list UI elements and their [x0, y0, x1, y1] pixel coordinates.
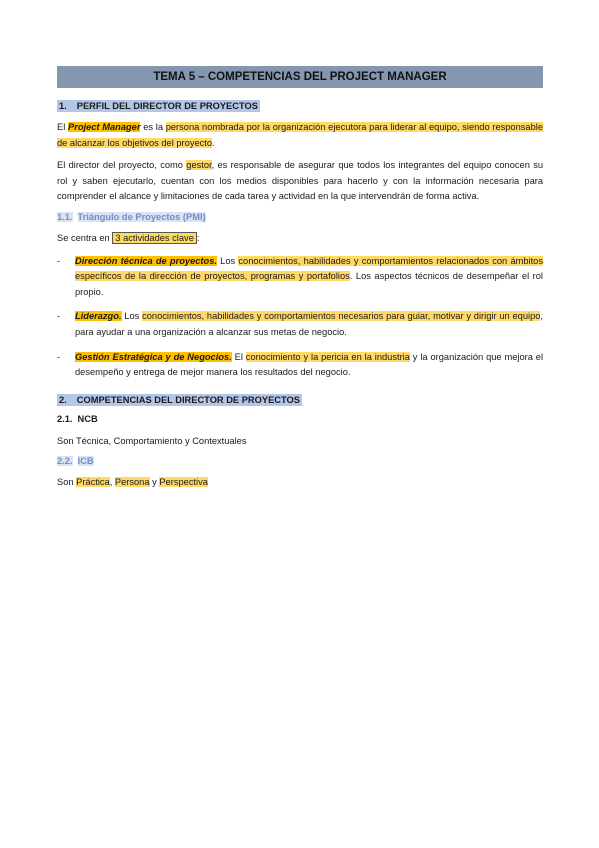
text-run: : — [196, 232, 200, 243]
text-run: Los — [121, 311, 143, 322]
boxed-actividades-clave: 3 actividades clave — [112, 232, 197, 244]
section-2-2-heading — [57, 456, 543, 466]
section-2-number: 2. — [59, 394, 67, 405]
highlight-perspectiva: Perspectiva — [159, 477, 208, 488]
highlight-direccion-tecnica: Dirección técnica de proyectos. — [75, 255, 217, 266]
text-run: , es responsable de asegurar que todos los integrantes del equipo conocen su rol y saben ejecutarlo, cuentan con los medios disponibles para hacerlo y con la información necesaria para comprender el alcance y limitaciones de cada tarea y actividad en la que intervendrán de forma activa. — [57, 160, 544, 202]
section-1-number: 1. — [59, 101, 67, 111]
paragraph-project-manager — [57, 120, 543, 151]
list-item — [57, 254, 543, 301]
highlight-text: conocimiento y la pericia en la industria — [245, 351, 410, 362]
bullet-dash: - — [57, 255, 61, 266]
text-run: . — [212, 137, 215, 148]
section-1-1-number: 1.1. — [57, 211, 73, 222]
text-run: , para ayudar a una organización a alcanzar sus metas de negocio. — [75, 311, 544, 337]
section-1-label: PERFIL DEL DIRECTOR DE PROYECTOS — [76, 101, 258, 111]
section-1-1-heading — [57, 212, 543, 222]
text-run: Son — [57, 477, 77, 488]
section-2-label: COMPETENCIAS DEL DIRECTOR DE PROYECTOS — [76, 394, 300, 405]
section-2-2-label: ICB — [77, 456, 94, 467]
text-run: Se centra en — [57, 232, 113, 243]
highlight-persona: Persona — [114, 477, 150, 488]
paragraph-ncb: Son Técnica, Comportamiento y Contextuales — [57, 435, 247, 446]
list-item — [57, 350, 543, 381]
text-run: El — [57, 122, 68, 132]
highlight-practica: Práctica — [76, 477, 110, 488]
document-title: TEMA 5 – COMPETENCIAS DEL PROJECT MANAGER — [57, 66, 543, 88]
activities-list — [57, 254, 543, 381]
text-run: Los — [216, 255, 239, 266]
section-2-1-label: NCB — [77, 413, 98, 424]
highlight-text: conocimientos, habilidades y comportamientos necesarios para guiar, motivar y dirigir un equipo — [142, 311, 541, 322]
section-2-1-heading — [57, 414, 543, 424]
section-1-heading — [57, 100, 260, 112]
section-2-2-number: 2.2. — [57, 456, 73, 467]
section-2-1-number: 2.1. — [57, 413, 73, 424]
text-run: . Los aspectos técnicos de desempeñar el rol propio. — [75, 271, 543, 297]
highlight-definition: persona nombrada por la organización ejecutora para liderar al equipo, siendo responsable de alcanzar los objetivos del proyecto — [57, 122, 543, 148]
text-run: y — [149, 477, 160, 488]
paragraph-icb — [57, 475, 543, 491]
highlight-liderazgo: Liderazgo. — [75, 311, 122, 322]
text-run: , — [109, 477, 115, 488]
paragraph-director-gestor — [57, 158, 543, 205]
list-item — [57, 309, 543, 340]
text-run: es la — [140, 122, 166, 132]
bullet-dash: - — [57, 351, 61, 362]
text-run: El — [231, 351, 246, 362]
text-run: y la organización que mejora el desempeño y entrega de mejor manera los resultados del negocio. — [75, 351, 544, 378]
highlight-project-manager: Project Manager — [68, 122, 141, 132]
section-1-1-label: Triángulo de Proyectos (PMI) — [77, 211, 206, 222]
text-run: El director del proyecto, como — [57, 160, 187, 171]
bullet-dash: - — [57, 311, 61, 322]
highlight-gestion-estrategica: Gestión Estratégica y de Negocios. — [75, 351, 232, 362]
highlight-gestor: gestor — [186, 160, 212, 171]
highlight-text: conocimientos, habilidades y comportamientos relacionados con ámbitos específicos de la dirección de proyectos, programas y portafolios — [75, 255, 543, 282]
paragraph-actividades — [57, 231, 543, 247]
section-2-heading — [57, 394, 302, 406]
document-page — [57, 66, 543, 498]
